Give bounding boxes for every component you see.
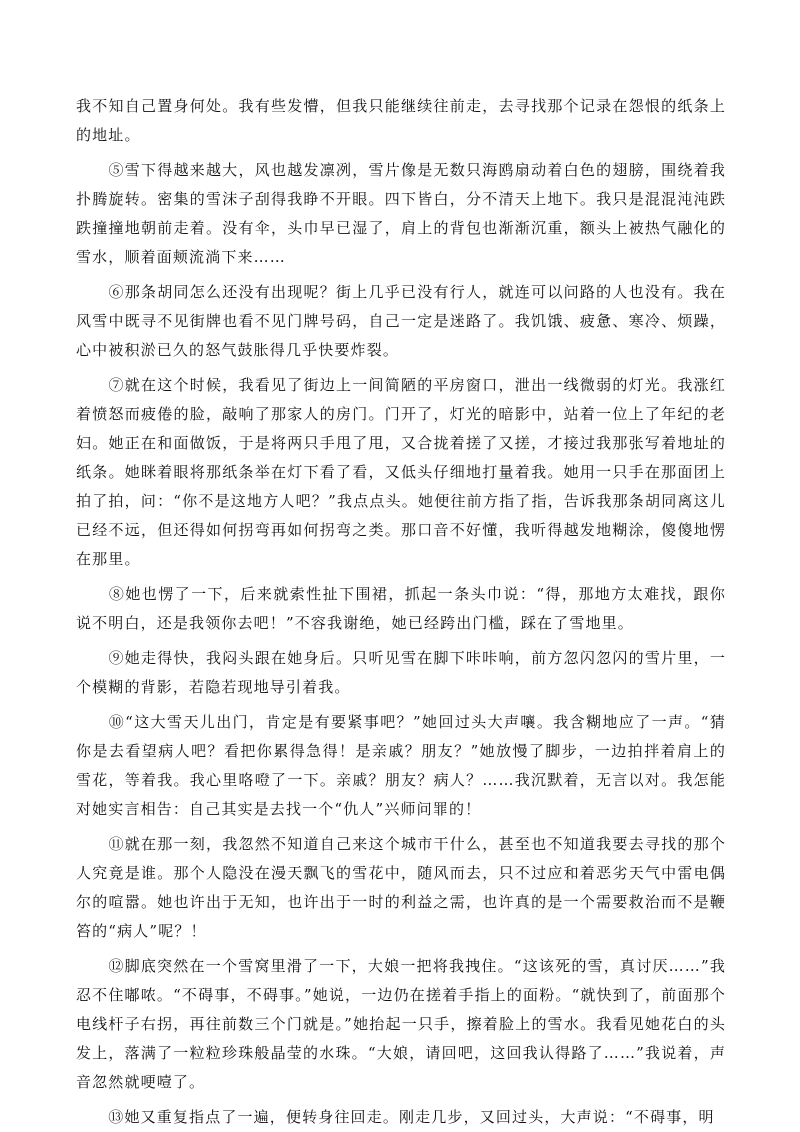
paragraph-8: ⑧她也愣了一下，后来就索性扯下围裙，抓起一条头巾说：“得，那地方太难找，跟你说不明白，还是我领你去吧！”不容我谢绝，她已经跨出门槛，踩在了雪地里。 bbox=[76, 585, 726, 632]
paragraph-6: ⑥那条胡同怎么还没有出现呢？街上几乎已没有行人，就连可以问路的人也没有。我在风雪中既寻不见街牌也看不见门牌号码，自己一定是迷路了。我饥饿、疲惫、寒冷、烦躁，心中被积淤已久的怒气鼓胀得几乎快要炸裂。 bbox=[76, 283, 726, 359]
paragraph-9: ⑨她走得快，我闷头跟在她身后。只听见雪在脚下咔咔响，前方忽闪忽闪的雪片里，一个模糊的背影，若隐若现地导引着我。 bbox=[76, 649, 726, 696]
paragraph-7: ⑦就在这个时候，我看见了街边上一间简陋的平房窗口，泄出一线微弱的灯光。我涨红着愤怒而疲倦的脸，敲响了那家人的房门。门开了，灯光的暗影中，站着一位上了年纪的老妇。她正在和面做饭，于是将两只手甩了甩，又合拢着搓了又搓，才接过我那张写着地址的纸条。她眯着眼将那纸条举在灯下看了看，又低头仔细地打量着我。她用一只手在那面团上拍了拍，问：“你不是这地方人吧？”我点点头。她便往前方指了指，告诉我那条胡同离这儿已经不远，但还得如何拐弯再如何拐弯之类。那口音不好懂，我听得越发地糊涂，傻傻地愣在那里。 bbox=[76, 376, 726, 568]
paragraph-13: ⑬她又重复指点了一遍，便转身往回走。刚走几步，又回过头，大声说：“不碍事，明 bbox=[76, 1108, 715, 1126]
paragraph-10: ⑩“这大雪天儿出门，肯定是有要紧事吧？”她回过头大声嚷。我含糊地应了一声。“猜你是去看望病人吧？看把你累得急得！是亲戚？朋友？”她放慢了脚步，一边拍拌着肩上的雪花，等着我。我心里咯噔了一下。亲戚？朋友？病人？……我沉默着，无言以对。我怎能对她实言相告：自己其实是去找一个“仇人”兴师问罪的！ bbox=[76, 713, 726, 818]
paragraph-12: ⑫脚底突然在一个雪窝里滑了一下，大娘一把将我拽住。“这该死的雪，真讨厌……”我忍不住嘟哝。“不碍事，不碍事。”她说，一边仍在搓着手指上的面粉。“就快到了，前面那个电线杆子右拐，再往前数三个门就是。”她抬起一只手，擦着脸上的雪水。我看见她花白的头发上，落满了一粒粒珍珠般晶莹的水珠。“大娘，请回吧，这回我认得路了……”我说着，声音忽然就哽噎了。 bbox=[76, 957, 726, 1091]
paragraph-11: ⑪就在那一刻，我忽然不知道自己来这个城市干什么，甚至也不知道我要去寻找的那个人究竟是谁。那个人隐没在漫天飘飞的雪花中，随风而去，只不过应和着恶劣天气中雷电偶尔的喧嚣。她也许出于无知，也许出于一时的利益之需，也许真的是一个需要救治而不是鞭笞的“病人”呢？！ bbox=[76, 835, 726, 940]
paragraph-5: ⑤雪下得越来越大，风也越发凛冽，雪片像是无数只海鸥扇动着白色的翅膀，围绕着我扑腾旋转。密集的雪沫子刮得我睁不开眼。四下皆白，分不清天上地下。我只是混混沌沌跌跌撞撞地朝前走着。没有伞，头巾早已湿了，肩上的背包也渐渐沉重，额头上被热气融化的雪水，顺着面颊流淌下来…… bbox=[76, 161, 726, 266]
paragraph-intro: 我不知自己置身何处。我有些发懵，但我只能继续往前走，去寻找那个记录在怨恨的纸条上的地址。 bbox=[76, 97, 726, 144]
